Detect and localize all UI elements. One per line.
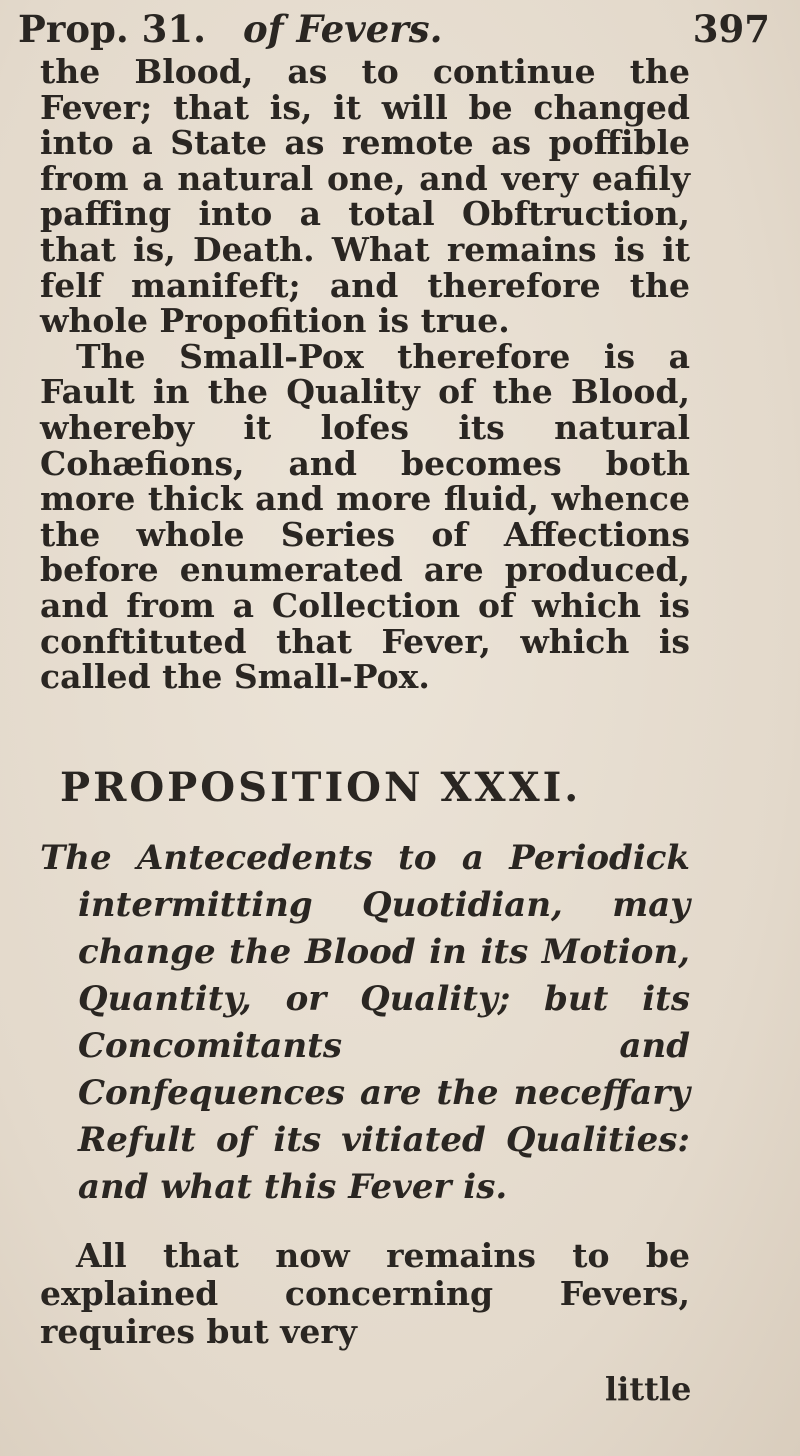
page-number: 397 bbox=[692, 7, 770, 51]
running-head-left: Prop. 31. bbox=[18, 7, 206, 51]
closing-paragraph: All that now remains to be explained concerning Fevers, requires but very bbox=[40, 1235, 690, 1351]
catchword: little bbox=[605, 1370, 692, 1408]
page-header bbox=[18, 2, 770, 56]
main-text bbox=[40, 54, 690, 1351]
proposition-statement: The Antecedents to a Periodick intermitting Quotidian, may change the Blood in its Motion, Quantity, or Quality; but its Concomitants and Confequences are the neceffary Refult of its vitiated Qualities: and what this Fever is. bbox=[40, 837, 690, 1207]
paragraph-continued: the Blood, as to continue the Fever; that is, it will be changed into a State as remote as poffible from a natural one, and very eafily paffing into a total Obftruction, that is, Death. What remains is it felf manifeft; and therefore the whole Propofition is true. bbox=[40, 52, 690, 341]
paragraph-small-pox: The Small-Pox therefore is a Fault in the Quality of the Blood, whereby it lofes its natural Cohæfions, and becomes both more thick and more fluid, whence the whole Series of Affections before enumerated are produced, and from a Collection of which is conftituted that Fever, which is called the Small-Pox. bbox=[40, 336, 690, 697]
running-head-title: of Fevers. bbox=[243, 7, 443, 51]
proposition-heading: PROPOSITION XXXI. bbox=[60, 763, 582, 811]
